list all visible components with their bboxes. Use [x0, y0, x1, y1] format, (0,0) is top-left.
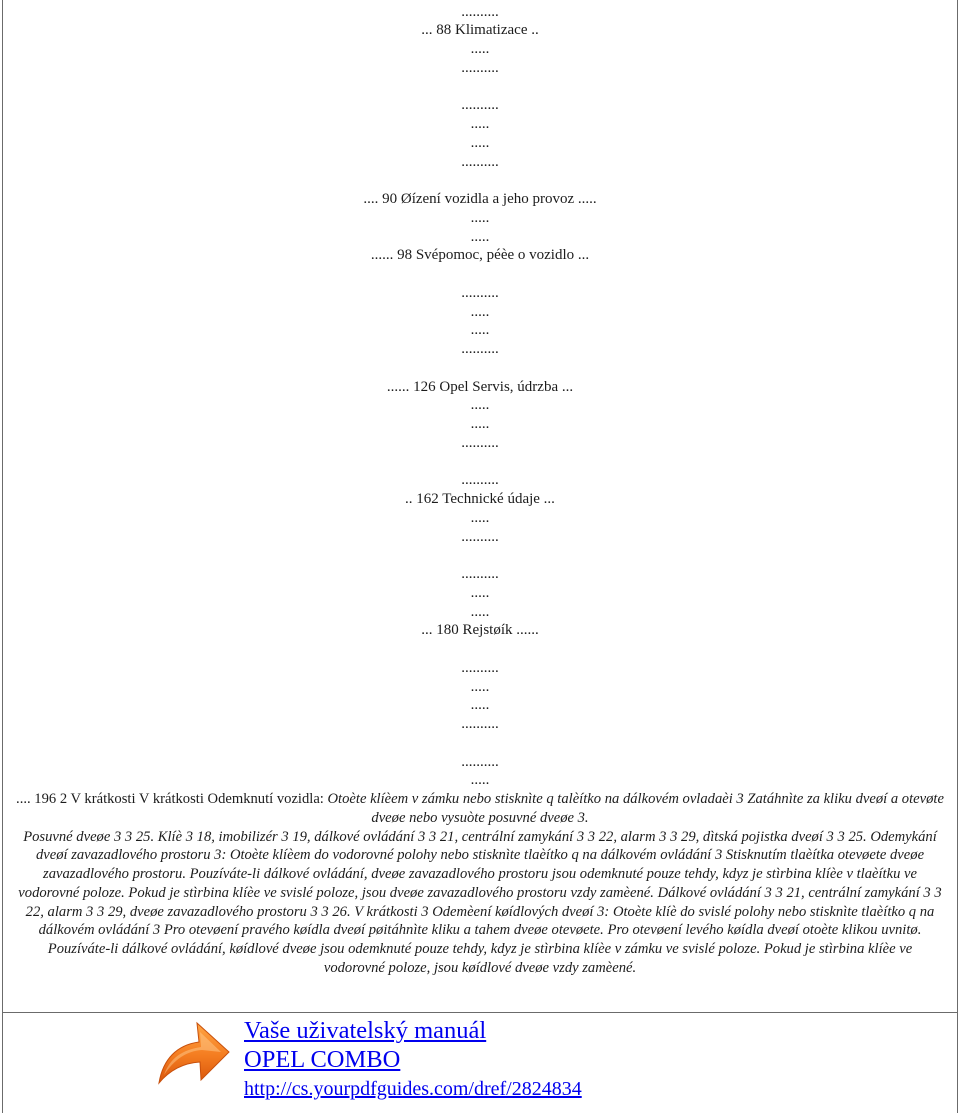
blank-line	[3, 640, 957, 659]
toc-leader-dots: ..........	[461, 59, 499, 76]
toc-entry-svepomoc: ...... 98 Svépomoc, péèe o vozidlo ...	[370, 247, 590, 264]
toc-leader-dots: ..........	[461, 284, 499, 301]
toc-leader-dots: .....	[470, 416, 490, 433]
toc-leader-dots: ..........	[461, 716, 499, 733]
toc-leader-dots: ..........	[461, 753, 499, 770]
blank-line	[3, 453, 957, 472]
toc-leader-dots: ..........	[461, 3, 499, 20]
toc-leader-dots: ..........	[461, 153, 499, 170]
section-lead-text: .... 196 2 V krátkosti V krátkosti Odemknutí vozidla:	[16, 791, 324, 808]
toc-leader-dots: .....	[470, 116, 490, 133]
toc-leader-dots: .....	[470, 209, 490, 226]
manual-link[interactable]: Vaše uživatelský manuál	[244, 1017, 487, 1044]
toc-entry-technicke-udaje: .. 162 Technické údaje ...	[405, 491, 555, 508]
product-link[interactable]: OPEL COMBO	[244, 1046, 401, 1073]
url-link[interactable]: http://cs.yourpdfguides.com/dref/2824834	[244, 1078, 582, 1100]
toc-leader-dots: .....	[470, 509, 490, 526]
blank-line	[3, 265, 957, 284]
body-text-line: dveøí zavazadlového prostoru 3: Otoète klíèem do vodorovné polohy nebo stisknìte tlaèítko q na dálkovém ovládání 3 Stisknutím tlaèítka otevøete dveøe	[35, 847, 925, 864]
toc-entry-rizeni-vozidla: .... 90 Øízení vozidla a jeho provoz .....	[363, 191, 597, 208]
document-content	[3, 0, 957, 1013]
toc-leader-dots: ..........	[461, 528, 499, 545]
footer	[3, 1014, 957, 1113]
body-text-lead-line	[3, 790, 957, 809]
blank-line	[3, 171, 957, 190]
toc-leader-dots: .....	[470, 134, 490, 151]
body-text-line: dveøe nebo vysuòte posuvné dveøe 3.	[371, 809, 589, 826]
body-text-line: 22, alarm 3 3 29, dveøe zavazadlového prostoru 3 3 26. V krátkosti 3 Odemèení køídlových dveøí 3: Otoète klíè do svislé polohy nebo stisknìte tlaèítko q na	[25, 903, 935, 920]
toc-leader-dots: .....	[470, 772, 490, 789]
blank-line	[3, 546, 957, 565]
page-frame	[2, 0, 958, 1113]
body-text-line: zavazadlového prostoru. Pouzíváte-li dálkové ovládání, dveøe zavazadlového prostoru jsou odemknuté pouze tehdy, kdyz je stìrbina klíèe v tlaèítku ve	[43, 866, 917, 883]
toc-entry-klimatizace: ... 88 Klimatizace ..	[421, 22, 539, 39]
body-text-line: Pouzíváte-li dálkové ovládání, køídlové dveøe jsou odemknuté pouze tehdy, kdyz je stìrbina klíèe v zámku ve svislé poloze. Pokud je stìrbina klíèe ve	[47, 941, 913, 958]
toc-leader-dots: ..........	[461, 341, 499, 358]
toc-entry-rejstrik: ... 180 Rejstøík ......	[421, 622, 539, 639]
toc-leader-dots: .....	[470, 678, 490, 695]
toc-leader-dots: .....	[470, 603, 490, 620]
toc-leader-dots: .....	[470, 584, 490, 601]
body-text-line: vodorovné poloze, jsou køídlové dveøe vzdy zamèené.	[323, 959, 637, 976]
toc-leader-dots: .....	[470, 303, 490, 320]
toc-leader-dots: ..........	[461, 472, 499, 489]
section-lead-italic-text: Otoète klíèem v zámku nebo stisknìte q talèítko na dálkovém ovladaèi 3 Zatáhnìte za kliku dveøí a otevøte	[327, 791, 944, 808]
toc-leader-dots: .....	[470, 697, 490, 714]
toc-leader-dots: .....	[470, 397, 490, 414]
blank-line	[3, 78, 957, 97]
toc-leader-dots: ..........	[461, 434, 499, 451]
toc-leader-dots: .....	[470, 322, 490, 339]
blank-line	[3, 734, 957, 753]
toc-entry-opel-servis: ...... 126 Opel Servis, údrzba ...	[386, 378, 574, 395]
toc-leader-dots: ..........	[461, 566, 499, 583]
body-text-line: Posuvné dveøe 3 3 25. Klíè 3 18, imobilizér 3 19, dálkové ovládání 3 3 21, centrální zamykání 3 3 22, alarm 3 3 29, dìtská pojistka dveøí 3 3 25. Odemykání	[23, 828, 937, 845]
toc-leader-dots: ..........	[461, 659, 499, 676]
toc-leader-dots: .....	[470, 228, 490, 245]
body-text-line: vodorovné poloze. Pokud je stìrbina klíèe ve svislé poloze, jsou dveøe zavazadlového prostoru vzdy zamèené. Dálkové ovládání 3 3 21, centrální zamykání 3 3	[18, 884, 942, 901]
arrow-right-icon	[155, 1015, 231, 1087]
blank-line	[3, 359, 957, 378]
arrow-right-icon-graphic	[155, 1015, 231, 1087]
toc-leader-dots: .....	[470, 41, 490, 58]
body-text-line: dálkovém ovládání 3 Pro otevøení pravého køídla dveøí pøitáhnìte kliku a tahem dveøe otevøete. Pro otevøení levého køídla dveøí otoète klikou uvnitø.	[38, 922, 922, 939]
toc-leader-dots: ..........	[461, 97, 499, 114]
